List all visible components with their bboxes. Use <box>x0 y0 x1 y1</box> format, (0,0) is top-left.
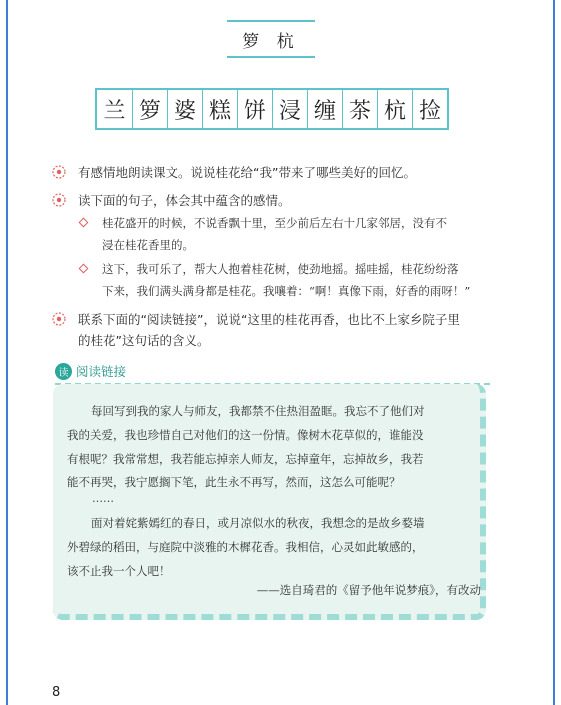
char-cell: 饼 <box>237 90 272 128</box>
char-cell: 婆 <box>167 90 202 128</box>
question-text: 有感情地朗读课文。说说桂花给“我”带来了哪些美好的回忆。 <box>78 165 416 180</box>
reading-paragraph-1 <box>67 400 472 424</box>
paragraph-line: 外碧绿的稻田，与庭院中淡雅的木樨花香。我相信，心灵如此敏感的， <box>67 540 424 554</box>
char-cell: 箩 <box>132 90 167 128</box>
reading-icon: 读 <box>55 363 72 380</box>
char-cell: 浸 <box>272 90 307 128</box>
char-cell: 兰 <box>103 98 126 124</box>
sentence-item <box>80 258 500 302</box>
sentence-line: 下来，我们满头满身都是桂花。我嚷着：“啊！真像下雨，好香的雨呀！” <box>102 284 471 298</box>
sentence-item <box>80 212 500 256</box>
paragraph-line: 每回写到我的家人与师友，我都禁不住热泪盈眶。我忘不了他们对 <box>91 404 425 418</box>
reading-link-title: 阅读链接 <box>76 364 127 379</box>
reading-paragraph-1-cont <box>67 424 472 495</box>
diamond-icon <box>79 264 89 274</box>
question-1 <box>52 162 416 183</box>
reading-paragraph-2-cont <box>67 536 472 583</box>
question-text: 读下面的句子，体会其中蕴含的感情。 <box>78 193 291 208</box>
page-number: 8 <box>52 685 61 700</box>
character-grid <box>95 88 449 130</box>
question-bullet-icon <box>52 312 66 326</box>
question-text-line: 的桂花”这句话的含义。 <box>78 333 210 348</box>
char-cell: 捡 <box>412 90 447 128</box>
reading-link-label <box>55 362 126 380</box>
char-cell: 糕 <box>202 90 237 128</box>
char-cell: 缠 <box>307 90 342 128</box>
question-text-line: 联系下面的“阅读链接”，说说“这里的桂花再香，也比不上家乡院子里 <box>78 312 460 327</box>
ellipsis: …… <box>92 492 114 505</box>
sentence-line: 这下，我可乐了，帮大人抱着桂花树，使劲地摇。摇哇摇，桂花纷纷落 <box>102 262 459 276</box>
question-bullet-icon <box>52 193 66 207</box>
paragraph-line: 该不止我一个人吧！ <box>67 563 171 578</box>
paragraph-line: 能不再哭，我宁愿搁下笔，此生永不再写，然而，这怎么可能呢？ <box>67 475 401 489</box>
reading-paragraph-2 <box>67 512 472 536</box>
question-bullet-icon <box>52 165 66 179</box>
char-cell: 杭 <box>377 90 412 128</box>
word-header: 箩 杭 <box>227 20 315 58</box>
paragraph-line: 面对着姹紫嫣红的春日，或月凉似水的秋夜，我想念的是故乡婺墙 <box>91 516 425 530</box>
sentence-line: 浸在桂花香里的。 <box>102 238 194 252</box>
paragraph-line: 有根呢？我常常想，我若能忘掉亲人师友，忘掉童年，忘掉故乡，我若 <box>67 451 424 466</box>
char-cell: 茶 <box>342 90 377 128</box>
question-3 <box>52 309 460 351</box>
question-2 <box>52 190 291 211</box>
source-citation: ——选自琦君的《留予他年说梦痕》，有改动 <box>256 583 481 597</box>
diamond-icon <box>79 218 89 228</box>
paragraph-line: 我的关爱，我也珍惜自己对他们的这一份情。像树木花草似的，谁能没 <box>67 428 424 442</box>
sentence-line: 桂花盛开的时候，不说香飘十里，至少前后左右十几家邻居，没有不 <box>102 216 447 230</box>
